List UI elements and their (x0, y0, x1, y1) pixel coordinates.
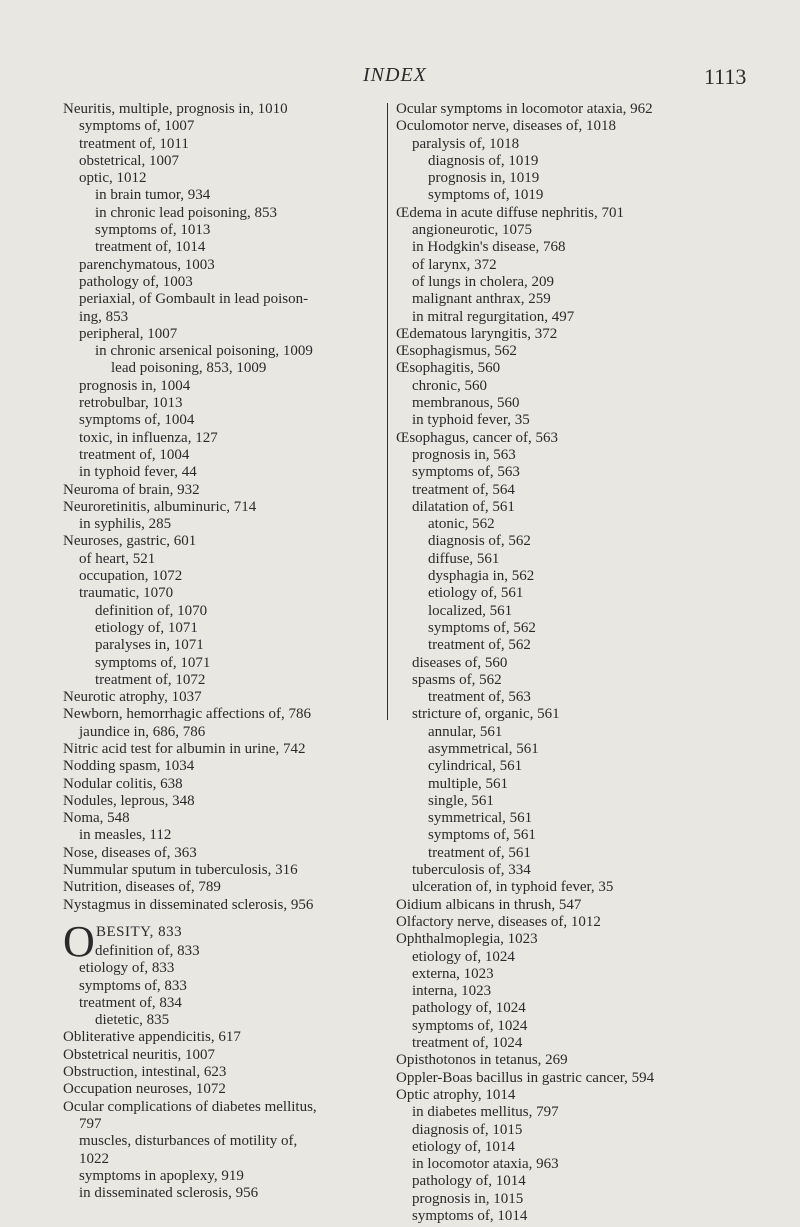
index-entry: paralysis of, 1018 (412, 135, 520, 152)
index-entry: membranous, 560 (412, 395, 520, 412)
index-entry: traumatic, 1070 (79, 585, 174, 602)
index-entry: retrobulbar, 1013 (79, 395, 183, 412)
index-entry: treatment of, 563 (428, 689, 531, 706)
index-entry: Neurotic atrophy, 1037 (63, 689, 202, 706)
index-entry: dilatation of, 561 (412, 498, 515, 515)
index-entry: symptoms of, 562 (428, 619, 536, 636)
index-column-left (63, 101, 387, 1202)
index-entry: Obliterative appendicitis, 617 (63, 1029, 241, 1046)
index-entry: 1022 (79, 1150, 109, 1167)
index-entry: toxic, in influenza, 127 (79, 429, 218, 446)
index-entry: symptoms of, 1071 (95, 654, 211, 671)
index-entry: Nummular sputum in tuberculosis, 316 (63, 862, 298, 879)
index-entry: treatment of, 1011 (79, 135, 189, 152)
index-entry: angioneurotic, 1075 (412, 222, 532, 239)
index-entry: of lungs in cholera, 209 (412, 273, 555, 290)
index-entry: Nose, diseases of, 363 (63, 844, 197, 861)
entries-before-o (63, 101, 387, 914)
index-column-right (396, 101, 741, 1225)
index-entry: diagnosis of, 562 (428, 533, 531, 550)
index-entry: symptoms of, 1024 (412, 1017, 528, 1034)
index-entry: Neuroma of brain, 932 (63, 481, 200, 498)
index-entry: Ocular complications of diabetes mellitus, (63, 1098, 317, 1115)
index-entry: prognosis in, 1004 (79, 377, 191, 394)
index-entry: asymmetrical, 561 (428, 740, 539, 757)
index-entry: Oppler-Boas bacillus in gastric cancer, 594 (396, 1069, 655, 1086)
column-divider (387, 103, 388, 720)
index-entry: in locomotor ataxia, 963 (412, 1156, 559, 1173)
index-entry: symptoms of, 561 (428, 827, 536, 844)
index-entry: in brain tumor, 934 (95, 187, 211, 204)
index-entry: in chronic arsenical poisoning, 1009 (95, 343, 313, 360)
index-entry: in typhoid fever, 35 (412, 412, 530, 429)
index-entry: of larynx, 372 (412, 256, 497, 273)
index-entry: paralyses in, 1071 (95, 637, 204, 654)
index-entry: atonic, 562 (428, 516, 495, 533)
index-entry: treatment of, 1024 (412, 1035, 523, 1052)
index-entry: treatment of, 561 (428, 844, 531, 861)
index-entry: in mitral regurgitation, 497 (412, 308, 575, 325)
index-entry: Optic atrophy, 1014 (396, 1086, 516, 1103)
index-entry: treatment of, 564 (412, 481, 515, 498)
index-entry: ing, 853 (79, 308, 129, 325)
index-entry: symptoms of, 1007 (79, 118, 195, 135)
index-entry: dietetic, 835 (95, 1012, 170, 1029)
index-entry: definition of, 833 (95, 942, 200, 959)
index-entry: in Hodgkin's disease, 768 (412, 239, 566, 256)
index-entry: in disseminated sclerosis, 956 (79, 1185, 259, 1202)
index-entry: tuberculosis of, 334 (412, 862, 531, 879)
index-entry: symptoms of, 1019 (428, 187, 544, 204)
index-entry: single, 561 (428, 792, 494, 809)
index-entry: Obstetrical neuritis, 1007 (63, 1046, 216, 1063)
index-entry: symmetrical, 561 (428, 810, 533, 827)
index-entry: prognosis in, 1019 (428, 170, 540, 187)
index-entry: treatment of, 834 (79, 994, 182, 1011)
index-entry: etiology of, 1071 (95, 619, 198, 636)
index-entry: Nodular colitis, 638 (63, 775, 183, 792)
index-entry: muscles, disturbances of motility of, (79, 1133, 298, 1150)
index-entry: Œsophagismus, 562 (396, 343, 517, 360)
index-entry: Oidium albicans in thrush, 547 (396, 896, 582, 913)
index-entry: etiology of, 1014 (412, 1138, 515, 1155)
index-entry: etiology of, 833 (79, 960, 175, 977)
index-entry: diffuse, 561 (428, 550, 500, 567)
index-entry: obstetrical, 1007 (79, 152, 179, 169)
index-entry: Œdema in acute diffuse nephritis, 701 (396, 204, 625, 221)
index-entry: of heart, 521 (79, 550, 156, 567)
index-entry: Neuroretinitis, albuminuric, 714 (63, 498, 257, 515)
index-entry: Ophthalmoplegia, 1023 (396, 931, 538, 948)
index-entry: Nodules, leprous, 348 (63, 792, 195, 809)
index-entry: Newborn, hemorrhagic affections of, 786 (63, 706, 311, 723)
index-entry: treatment of, 1004 (79, 446, 190, 463)
index-entry: in syphilis, 285 (79, 516, 172, 533)
index-entry: cylindrical, 561 (428, 758, 523, 775)
index-entry: definition of, 1070 (95, 602, 208, 619)
index-entry: Olfactory nerve, diseases of, 1012 (396, 913, 601, 930)
index-entry: ulceration of, in typhoid fever, 35 (412, 879, 614, 896)
index-entry: Ocular symptoms in locomotor ataxia, 962 (396, 101, 653, 117)
index-entry: lead poisoning, 853, 1009 (111, 360, 267, 377)
entries-right (396, 101, 741, 1225)
index-entry: optic, 1012 (79, 170, 147, 187)
index-entry: occupation, 1072 (79, 568, 183, 585)
index-entry: Nystagmus in disseminated sclerosis, 956 (63, 896, 314, 913)
index-entry: Oculomotor nerve, diseases of, 1018 (396, 118, 616, 135)
index-entry: pathology of, 1024 (412, 1000, 526, 1017)
index-entry: localized, 561 (428, 602, 513, 619)
index-entry: chronic, 560 (412, 377, 487, 394)
index-entry: etiology of, 1024 (412, 948, 515, 965)
page-number: 1113 (704, 64, 747, 89)
index-entry: Nutrition, diseases of, 789 (63, 879, 221, 896)
entries-after-o (63, 943, 387, 1202)
index-entry: symptoms of, 1013 (95, 222, 211, 239)
index-entry: stricture of, organic, 561 (412, 706, 560, 723)
index-entry: peripheral, 1007 (79, 325, 178, 342)
index-entry: annular, 561 (428, 723, 503, 740)
index-entry: treatment of, 1072 (95, 671, 206, 688)
index-entry: Neuroses, gastric, 601 (63, 533, 197, 550)
index-entry: Neuritis, multiple, prognosis in, 1010 (63, 101, 288, 117)
index-entry: 797 (79, 1115, 102, 1132)
index-entry: spasms of, 562 (412, 671, 502, 688)
index-entry: Nodding spasm, 1034 (63, 758, 195, 775)
index-entry: Œsophagitis, 560 (396, 360, 501, 377)
index-entry: diagnosis of, 1019 (428, 152, 539, 169)
page-header (0, 64, 800, 90)
index-entry: pathology of, 1014 (412, 1173, 526, 1190)
index-entry: periaxial, of Gombault in lead poison- (79, 291, 309, 308)
index-entry: prognosis in, 1015 (412, 1190, 524, 1207)
index-entry: externa, 1023 (412, 965, 494, 982)
index-entry: in typhoid fever, 44 (79, 464, 197, 481)
drop-cap-letter: O (63, 916, 95, 966)
index-entry: in measles, 112 (79, 827, 172, 844)
index-entry: diagnosis of, 1015 (412, 1121, 523, 1138)
running-title: INDEX (363, 64, 427, 86)
index-entry: symptoms in apoplexy, 919 (79, 1167, 244, 1184)
index-entry: pathology of, 1003 (79, 273, 193, 290)
index-entry: in diabetes mellitus, 797 (412, 1104, 559, 1121)
index-entry: BESITY, 833 (96, 923, 183, 940)
index-entry: symptoms of, 833 (79, 977, 187, 994)
index-entry: multiple, 561 (428, 775, 508, 792)
index-entry: etiology of, 561 (428, 585, 524, 602)
index-entry: interna, 1023 (412, 983, 492, 1000)
index-entry: treatment of, 1014 (95, 239, 206, 256)
index-entry: symptoms of, 1014 (412, 1208, 528, 1224)
index-entry: jaundice in, 686, 786 (79, 723, 206, 740)
index-entry: malignant anthrax, 259 (412, 291, 551, 308)
index-entry: Œsophagus, cancer of, 563 (396, 429, 559, 446)
index-entry: in chronic lead poisoning, 853 (95, 204, 278, 221)
index-entry: prognosis in, 563 (412, 446, 516, 463)
index-entry: Nitric acid test for albumin in urine, 742 (63, 740, 306, 757)
index-entry: dysphagia in, 562 (428, 568, 535, 585)
index-entry: symptoms of, 563 (412, 464, 520, 481)
index-entry: diseases of, 560 (412, 654, 508, 671)
index-entry: Noma, 548 (63, 810, 130, 827)
index-entry: Obstruction, intestinal, 623 (63, 1064, 227, 1081)
index-entry: Occupation neuroses, 1072 (63, 1081, 226, 1098)
index-entry: Opisthotonos in tetanus, 269 (396, 1052, 568, 1069)
index-entry: parenchymatous, 1003 (79, 256, 215, 273)
index-entry: Œdematous laryngitis, 372 (396, 325, 558, 342)
index-entry: treatment of, 562 (428, 637, 531, 654)
index-entry: symptoms of, 1004 (79, 412, 195, 429)
